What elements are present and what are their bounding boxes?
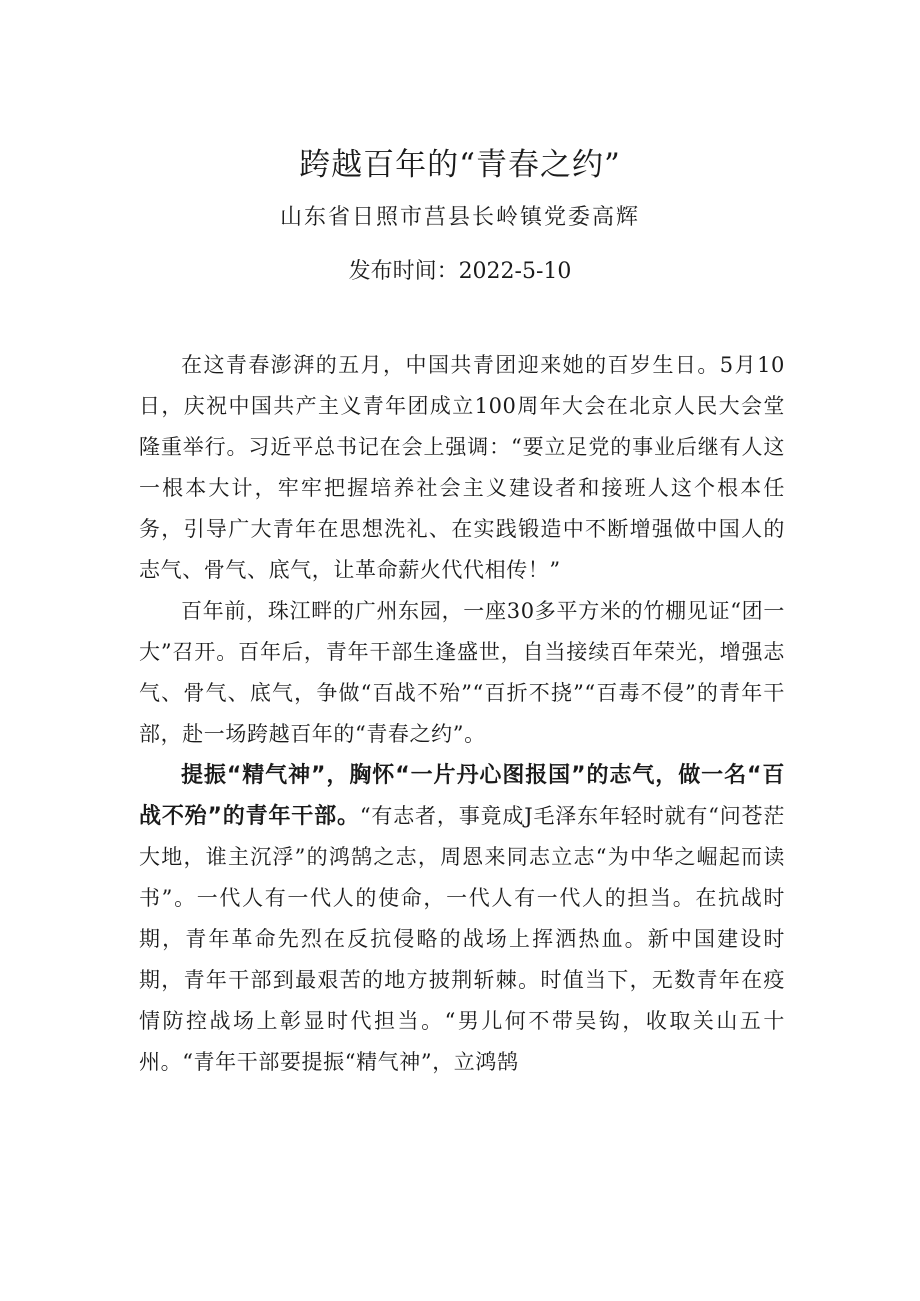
article-body: [139, 345, 785, 1083]
paragraph-text: “有志者，事竟成J毛泽东年轻时就有“问苍茫大地，谁主沉浮”的鸿鹄之志，周恩来同志立志“为中华之崛起而读书”。一代人有一代人的使命，一代人有一代人的担当。在抗战时期，青年革命先烈在反抗侵略的战场上挥洒热血。新中国建设时期，青年干部到最艰苦的地方披荆斩棘。时值当下，无数青年在疫情防控战场上彰显时代担当。“男儿何不带吴钩，收取关山五十州。“青年干部要提振“精气神”，立鸿鹄: [139, 804, 785, 1074]
paragraph: [139, 755, 785, 1083]
paragraph-text: 在这青春澎湃的五月，中国共青团迎来她的百岁生日。5月10日，庆祝中国共产主义青年团成立100周年大会在北京人民大会堂隆重举行。习近平总书记在会上强调：“要立足党的事业后继有人这一根本大计，牢牢把握培养社会主义建设者和接班人这个根本任务，引导广大青年在思想洗礼、在实践锻造中不断增强做中国人的志气、骨气、底气，让革命薪火代代相传！”: [139, 353, 785, 582]
publish-date: 发布时间：2022-5-10: [348, 259, 572, 284]
paragraph: [139, 345, 785, 591]
article-title: 跨越百年的“青春之约”: [299, 147, 621, 183]
paragraph-text: 百年前，珠江畔的广州东园，一座30多平方米的竹棚见证“团一大”召开。百年后，青年干部生逢盛世，自当接续百年荣光，增强志气、骨气、底气，争做“百战不殆”“百折不挠”“百毒不侵”的青年干部，赴一场跨越百年的“青春之约”。: [139, 599, 785, 746]
article-author: 山东省日照市莒县长岭镇党委高辉: [279, 205, 640, 230]
paragraph: [139, 591, 785, 755]
paragraph-heading: 提振“精气神”，胸怀“一片丹心图报国”的志气，做一名“百战不殆”的青年干部。: [139, 763, 785, 829]
